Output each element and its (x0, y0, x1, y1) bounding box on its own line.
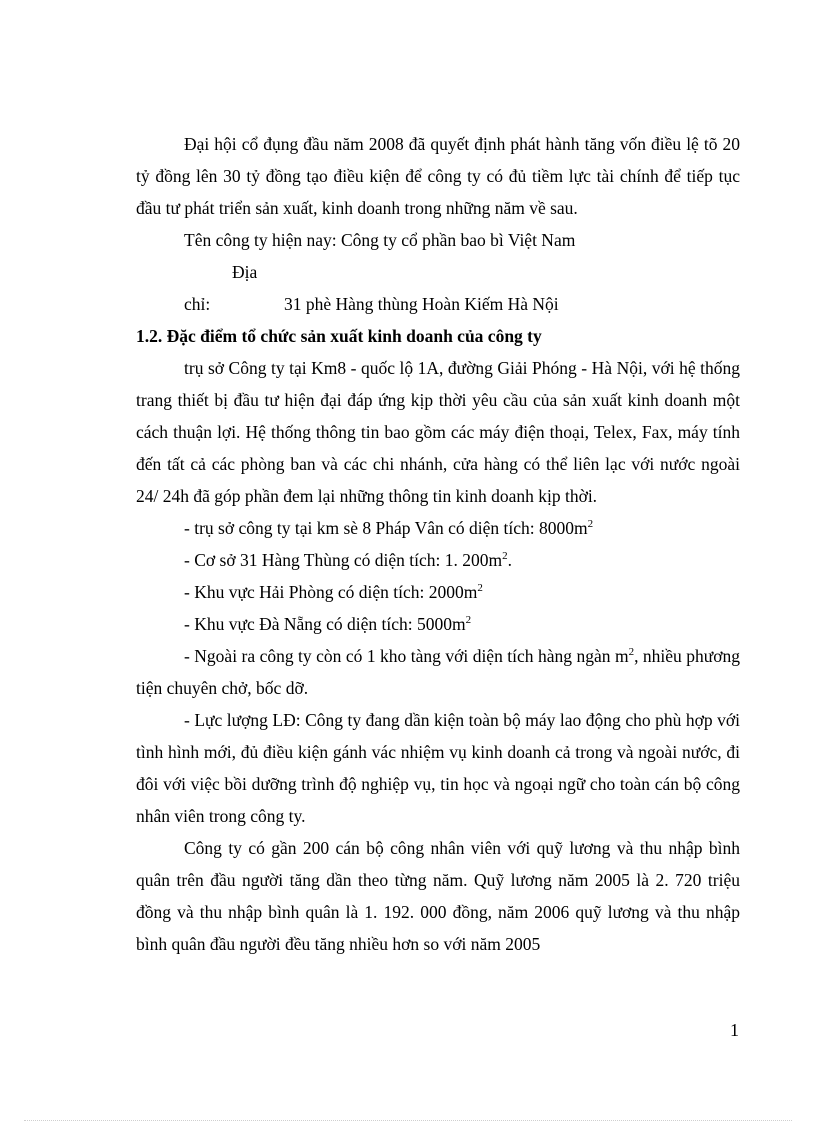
superscript-2: 2 (587, 518, 594, 531)
section-heading: 1.2. Đặc điểm tổ chức sản xuất kinh doanh của công ty (136, 326, 542, 346)
bullet-hang-thung (136, 544, 740, 576)
address-line (136, 256, 740, 320)
superscript-2: 2 (628, 646, 635, 659)
paragraph-capital-increase: Đại hội cổ đụng đầu năm 2008 đã quyết định phát hành tăng vốn điều lệ tõ 20 tỷ đồng lên 30 tỷ đồng tạo điều kiện để công ty có đủ tiềm lực tài chính để tiếp tục đầu tư phát triển sản xuất, kinh doanh trong những năm về sau. (136, 134, 740, 218)
bullet-workforce: - Lực lượng LĐ: Công ty đang dần kiện toàn bộ máy lao động cho phù hợp với tình hình mới, đủ điều kiện gánh vác nhiệm vụ kinh doanh cả trong và ngoài nước, đi đôi với việc bồi dưỡng trình độ nghiệp vụ, tin học và ngoại ngữ cho toàn cán bộ công nhân viên trong công ty. (136, 710, 740, 826)
bullet-phap-van-text: - trụ sở công ty tại km sè 8 Pháp Vân có diện tích: 8000m (184, 518, 588, 538)
superscript-2: 2 (477, 582, 483, 595)
bullet-warehouse-text-a: - Ngoài ra công ty còn có 1 kho tàng với diện tích hàng ngàn m (184, 646, 629, 666)
bullet-hang-thung-end: . (507, 550, 512, 570)
bullet-hai-phong (136, 576, 740, 608)
paragraph-headquarters: trụ sở Công ty tại Km8 - quốc lộ 1A, đường Giải Phóng - Hà Nội, với hệ thống trang thiết bị đầu tư hiện đại đáp ứng kịp thời yêu cầu của sản xuất kinh doanh một cách thuận lợi. Hệ thống thông tin bao gồm các máy điện thoại, Telex, Fax, máy tính đến tất cả các phòng ban và các chi nhánh, cửa hàng có thể liên lạc với nước ngoài 24/ 24h đã góp phần đem lại những thông tin kinh doanh kịp thời. (136, 358, 740, 506)
bullet-warehouse (136, 640, 740, 704)
footer-divider (24, 1120, 792, 1121)
page-number: 1 (730, 1020, 739, 1040)
address-label: Địa chỉ: (184, 262, 258, 314)
superscript-2: 2 (502, 550, 508, 563)
superscript-2: 2 (465, 614, 472, 627)
document-body (136, 128, 740, 960)
paragraph-salary: Công ty có gần 200 cán bộ công nhân viên với quỹ lương và thu nhập bình quân trên đầu người tăng dần theo từng năm. Quỹ lương năm 2005 là 2. 720 triệu đồng và thu nhập bình quân là 1. 192. 000 đồng, năm 2006 quỹ lương và thu nhập bình quân đầu người đều tăng nhiều hơn so với năm 2005 (136, 838, 740, 954)
bullet-hai-phong-text: - Khu vực Hải Phòng có diện tích: 2000m (184, 582, 478, 602)
address-value: 31 phè Hàng thùng Hoàn Kiếm Hà Nội (284, 294, 559, 314)
bullet-da-nang (136, 608, 740, 640)
bullet-warehouse-text-b: , nhiều phương tiện chuyên chở, bốc dỡ. (136, 646, 740, 698)
company-name-line: Tên công ty hiện nay: Công ty cổ phần bao bì Việt Nam (184, 230, 576, 250)
bullet-hang-thung-text: - Cơ sở 31 Hàng Thùng có diện tích: 1. 200m (184, 550, 503, 570)
bullet-phap-van (136, 512, 740, 544)
bullet-da-nang-text: - Khu vực Đà Nẵng có diện tích: 5000m (184, 614, 466, 634)
